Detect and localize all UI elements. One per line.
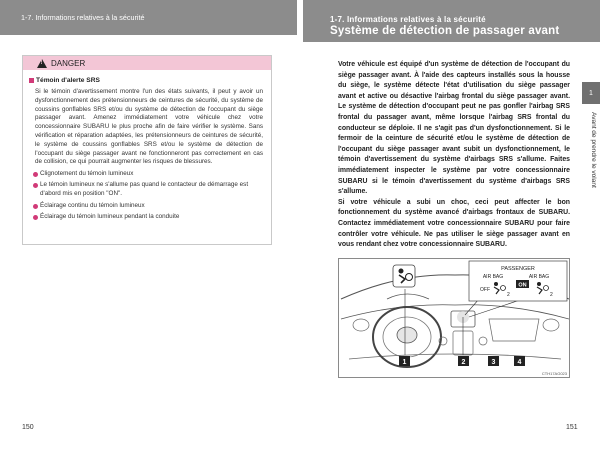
left-page-number: 150	[22, 424, 34, 431]
square-bullet-icon	[29, 78, 34, 83]
list-item: Éclairage continu du témoin lumineux	[33, 202, 263, 211]
danger-paragraph: Si le témoin d'avertissement montre l'un des états suivants, il peut y avoir un dysfonctionnement des prétensionneurs de ceintures de sécurité, du système de coussins gonflables SRS et/ou du système de détection de l'occupant du siège passager avant. Amenez immédiatement votre véhicule chez votre concessionnaire SUBARU le plus proche afin de faire vérifier le système. Sans vérification et réparation adaptées, les prétensionneurs de ceintures de sécurité, le système de coussins gonflables SRS et/ou le système de détection de l'occupant du siège passager avant ne fonctionneront pas correctement en cas de collision, ce qui pourrait augmenter les risques de blessures.	[35, 88, 263, 166]
body-paragraph: Votre véhicule est équipé d'un système de détection de l'occupant du siège passager avant. À l'aide des capteurs installés sous la housse du siège, le système détecte l'état d'utilisation du siège passager avant et active ou désactive l'airbag frontal du siège passager avant. Le système de détection d'occupant peut ne pas gonfler l'airbag SRS frontal du passager avant, même lorsque l'airbag SRS frontal du conducteur se déploie. Il ne s'agit pas d'un dysfonctionnement. Si le fermoir de la ceinture de sécurité et/ou le système de détection de l'occupant du siège passager avant subit un dysfonctionnement, le témoin d'avertissement du système d'airbags SRS s'allume. Faites immédiatement inspecter le système par votre concessionnaire SUBARU si le témoin d'avertissement du système d'airbags SRS s'allume.	[338, 61, 570, 196]
subscript-2-right: 2	[550, 292, 553, 298]
danger-bar	[23, 56, 271, 70]
callout-2: 2	[461, 359, 466, 366]
bullet-dot-icon	[33, 183, 38, 188]
left-page-header	[0, 0, 297, 35]
airbag-label-left: AIR BAG	[482, 274, 504, 280]
page-title: Système de détection de passager avant	[330, 25, 560, 37]
right-page-number: 151	[566, 424, 578, 431]
list-item: Clignotement du témoin lumineux	[33, 170, 263, 179]
callout-3: 3	[491, 359, 496, 366]
danger-heading	[29, 77, 271, 84]
danger-label: DANGER	[51, 58, 86, 68]
off-label: OFF	[480, 287, 490, 293]
list-item: Éclairage du témoin lumineux pendant la conduite	[33, 213, 263, 222]
chapter-tab[interactable]: 1	[582, 82, 600, 104]
on-label: ON	[518, 282, 527, 289]
section-label: 1-7. Informations relatives à la sécurité	[330, 15, 486, 24]
right-page-header	[303, 0, 600, 42]
callout-1: 1	[402, 359, 407, 366]
dashboard-illustration	[338, 258, 570, 378]
panel-title: PASSENGER	[501, 266, 535, 272]
figure-code: CTH17AG023	[541, 371, 567, 376]
bullet-dot-icon	[33, 204, 38, 209]
subscript-2-left: 2	[507, 292, 510, 298]
dashboard-drawing	[339, 259, 570, 378]
left-header-text: 1-7. Informations relatives à la sécurité	[21, 13, 145, 22]
danger-bullet-list	[33, 170, 263, 221]
bullet-dot-icon	[33, 172, 38, 177]
danger-box	[22, 55, 272, 245]
list-item: Le témoin lumineux ne s'allume pas quand le contacteur de démarrage est d'abord mis en position "ON".	[33, 181, 263, 199]
body-paragraph: Si votre véhicule a subi un choc, ceci peut affecter le bon fonctionnement du système avancé d'airbags frontaux de SUBARU. Contactez immédiatement votre concessionnaire SUBARU pour faire contrôler votre véhicule. Ne pas utiliser le siège passager avant en vous rendant chez votre concessionnaire SUBARU.	[338, 198, 570, 249]
warning-triangle-icon	[37, 59, 47, 68]
chapter-side-label: Avant de prendre le volant	[590, 112, 597, 188]
body-text	[338, 60, 570, 251]
callout-4: 4	[517, 359, 522, 366]
airbag-label-right: AIR BAG	[528, 274, 550, 280]
bullet-dot-icon	[33, 215, 38, 220]
danger-heading-text: Témoin d'alerte SRS	[36, 77, 100, 84]
